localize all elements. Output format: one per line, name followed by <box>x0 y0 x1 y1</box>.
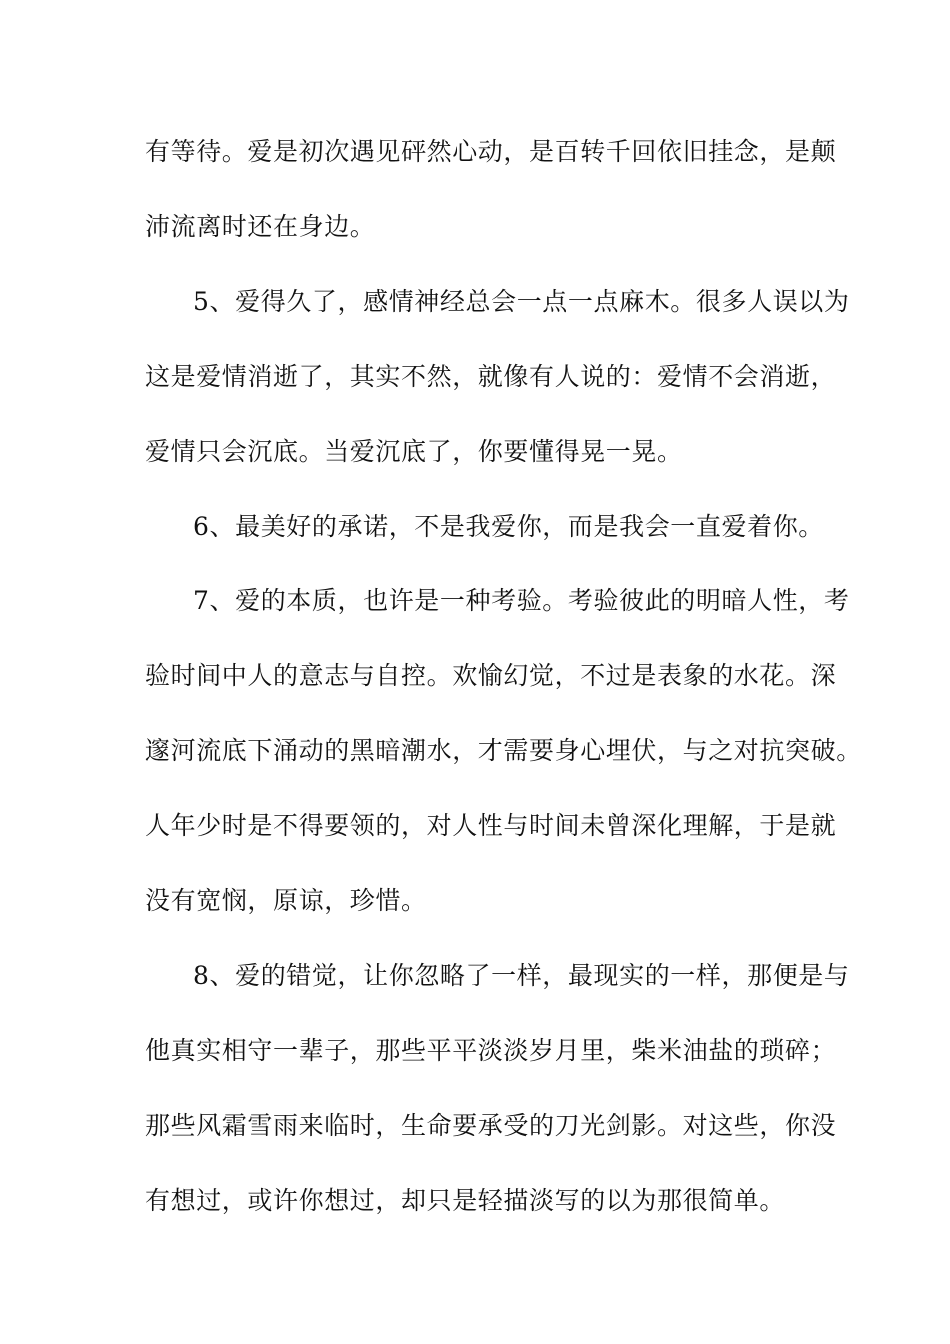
paragraph-5-start: 5、爱得久了，感情神经总会一点一点麻木。很多人误以为 <box>193 287 850 316</box>
text-line: 人年少时是不得要领的，对人性与时间未曾深化理解，于是就 <box>145 811 837 840</box>
paragraph-7-start: 7、爱的本质，也许是一种考验。考验彼此的明暗人性，考 <box>193 586 850 615</box>
text-line: 邃河流底下涌动的黑暗潮水，才需要身心埋伏，与之对抗突破。 <box>145 736 862 765</box>
text-line: 沛流离时还在身边。 <box>145 212 376 241</box>
text-line: 这是爱情消逝了，其实不然，就像有人说的：爱情不会消逝， <box>145 362 837 391</box>
text-line: 有想过，或许你想过，却只是轻描淡写的以为那很简单。 <box>145 1186 786 1215</box>
text-line: 那些风霜雪雨来临时，生命要承受的刀光剑影。对这些，你没 <box>145 1111 837 1140</box>
text-line: 爱情只会沉底。当爱沉底了，你要懂得晃一晃。 <box>145 437 683 466</box>
text-line: 有等待。爱是初次遇见砰然心动，是百转千回依旧挂念，是颠 <box>145 137 837 166</box>
paragraph-6: 6、最美好的承诺，不是我爱你，而是我会一直爱着你。 <box>193 512 824 541</box>
paragraph-8-start: 8、爱的错觉，让你忽略了一样，最现实的一样，那便是与 <box>193 961 850 990</box>
text-line: 他真实相守一辈子，那些平平淡淡岁月里，柴米油盐的琐碎； <box>145 1036 837 1065</box>
text-line: 没有宽悯，原谅，珍惜。 <box>145 886 427 915</box>
text-line: 验时间中人的意志与自控。欢愉幻觉，不过是表象的水花。深 <box>145 661 837 690</box>
